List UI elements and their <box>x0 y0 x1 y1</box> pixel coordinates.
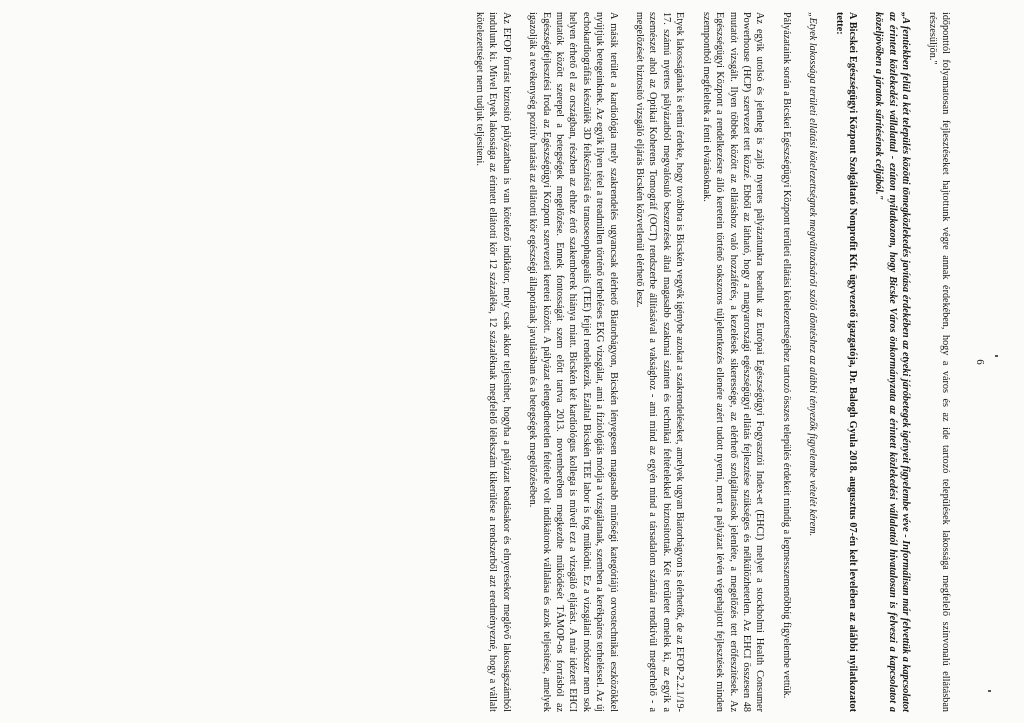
paragraph-director-statement-heading: A Bicskei Egészségügyi Központ Szolgáltató Nonprofit Kft. ügyvezető igazgatója, Dr. Balogh Gyula 2018. augusztus 07-én kelt levelében az alábbi nyilatkozatot tette: <box>833 12 858 712</box>
paragraph-cardiology: A másik terület a kardiológia mely szakrendelés ugyancsak elérhető Biatorbágyon, Bicskén lényegesen magasabb minőségi kategóriájú orvostechnikai eszközökkel nyújtjuk betegeinknek. Az egyik ilyen tétel a treadmillen történő terheléses EKG vizsgálat, ami a fiziológiás módja a vizsgálatnak, szemben a kerékpáros terheléssel. Az új echokardiográfiás készülék 3D felkészítésű és transoesophagealis (TEE) fejjel rendelkezik. Ezáltal Bicskén TEE labor is fog működni. Ez a vizsgálati módszer nem sok helyen érhető el az országban, részben az ehhez értő szakemberek hiánya miatt. Bicskén két kardiológus kollega is művelí ezt a vizsgáló eljárást. A már idézett EHCI mutatók között szerepel a betegségek megelőzése. Ennek fontosságát szem előtt tartva 2013. novemberében megkezdte működését TÁMOP-os forrásból az Egészségfejlesztési Iroda az Egészségügyi Központ szervezeti keretei között. A pályázat elengedhetetlen feltétele volt indikátorok vállalása és azok teljesítése, amelyek igazolják a tevékenység pozitív hatását az ellátotti kör egészségi állapotának javulásában és a betegségek megelőzésében. <box>527 12 619 712</box>
paragraph-ehci-index: Az egyik utolsó és jelenleg is zajló nyertes pályázatunkra beadtuk az Európai Egészségügyi Fogyasztói Index-et (EHCI) melyet a stockholmi Health Consumer Powerhouse (HCP) szervezet tett közzé. Ebből az látható, hogy a magyarországi egészségügyi ellátás fejlesztése szükséges és nélkülözhetetlen. Az EHCI összesen 48 mutatót vizsgált. Ilyen többek között az ellátáshoz való hozzáférés, a kezelések sikeressége, az elérhető szolgáltatások jelenléte, a megelőzés tett erőfeszítések. Az Egészségügyi Központ a rendelkezésre álló keretein történő sokszoros túljelentkezés ellenére azért tudott nyerni, mert a pályázat lévén végrehajtott fejlesztések minden szempontból megfeleltek a fenti elvárásoknak. <box>700 12 766 712</box>
page-number: 6 <box>974 359 986 365</box>
paragraph-specialist-care: Etyek lakosságának is elemi érdeke, hogy továbbra is Bicskén vegyék igénybe azokat a szakrendeléseket, amelyek ugyan Biatorbágyon is elérhetők, de az EFOP-2.2.1/19-17. számú nyertes pályázatból megvalósuló beszerzések által magasabb szakmai szinten és technikai feltételekkel biztosítottak. Két területet emelek ki, az egyik a szemészet ahol az Optikai Koherens Tomográf (OCT) rendszerbe állításával a vaksághoz - ami mind az egyén mind a társadalom számára rendkívül megterhelő - a megelőzését biztosító vizsgáló eljárás Bicskén közvetlenül elérhető lesz. <box>634 12 686 712</box>
document-body <box>460 12 952 712</box>
scan-speck <box>995 355 998 357</box>
paragraph-mayor-declaration: „A fentiekben felül a két település közötti tömegközlekedés javítása érdekében az etyeki járóbetegek igényeit figyelembe véve - Informálisan már felvettük a kapcsolatot az érintett közlekedési vállalattal - ezúton nyilatkozom, hogy Bicske Város önkormányzata az érintett közlekedési vállalattól hivatalosan is felveszi a kapcsolatot a közeljövőben a járatok sűrítésének céljából." <box>873 12 912 712</box>
paragraph-efop-indicator: Az EFOP forrást biztosító pályázatban is van kötelező indikátor, mely csak akkor teljesíthet, hogyha a pályázat beadásakor és elnyerésekor meglévő lakosságszámból indulunk ki. Mivel Etyek lakossága az érintett ellátotti kör 12 százaléka, 12 százaléknak megfelelő lélekszám kikerülése a rendszerből azt eredményezné, hogy a vállalt kötelezettséget nem tudjuk teljesíteni. <box>474 12 512 712</box>
paragraph-tenders: Pályázataink során a Bicskei Egészségügyi Központ területi ellátási kötelezettségéhez tartozó összes település érdekeit mindig a legmesszemenőbbig figyelembe vettük. <box>780 12 792 699</box>
paragraph-intro: időponttól folyamatosan fejlesztéseket hajtottunk végre annak érdekében, hogy a város és az ide tartozó települések lakossága megfelelő színvonalú ellátásban részesüljön." <box>926 12 951 712</box>
scan-speck <box>988 690 991 692</box>
rotated-text-sheet <box>42 12 986 712</box>
paragraph-quote-start: „Etyek lakossága területi ellátási kötelezettségnek megváltozásáról szóló döntéshez az alábbi tényezők figyelembe vételét kérem. <box>807 12 819 537</box>
